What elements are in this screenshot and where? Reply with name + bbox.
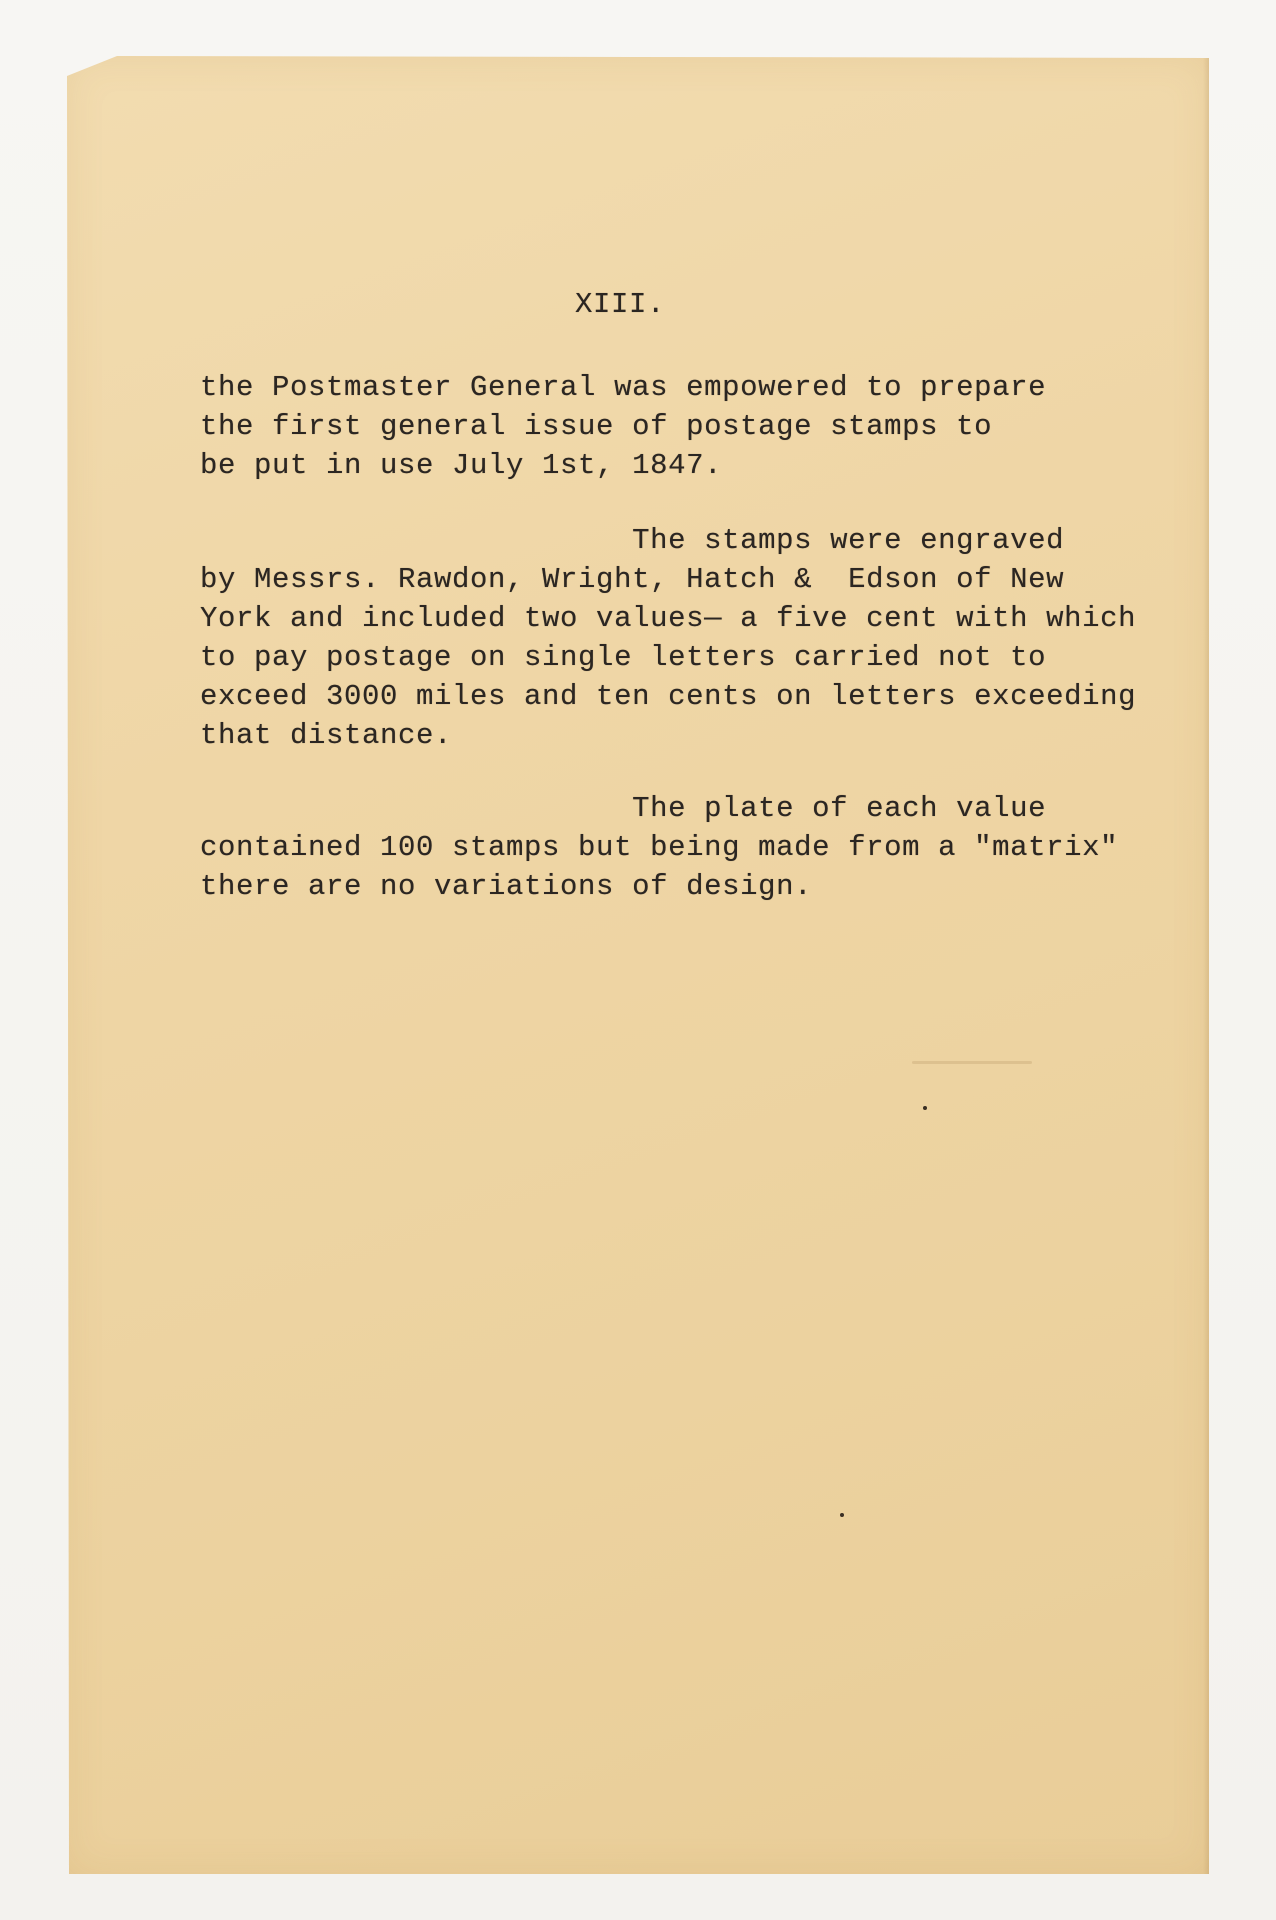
text-line: contained 100 stamps but being made from a "matrix" xyxy=(200,831,1119,864)
text-line: the first general issue of postage stamps to xyxy=(200,410,993,443)
paragraph-plate xyxy=(200,789,1118,906)
text-line: to pay postage on single letters carried not to xyxy=(200,641,1047,674)
text-line: there are no variations of design. xyxy=(200,870,813,903)
ink-speck xyxy=(923,1106,927,1110)
text-line: York and included two values— a five cent with which xyxy=(200,602,1137,635)
text-line: the Postmaster General was empowered to prepare xyxy=(200,371,1047,404)
text-line: exceed 3000 miles and ten cents on letters exceeding xyxy=(200,680,1137,713)
ink-speck xyxy=(840,1513,844,1517)
paragraph-engravers xyxy=(200,521,1136,755)
text-line: The plate of each value xyxy=(200,792,1047,825)
page-heading: XIII. xyxy=(575,288,666,321)
text-line: The stamps were engraved xyxy=(200,524,1065,557)
paper-smudge xyxy=(912,1061,1032,1064)
text-line: be put in use July 1st, 1847. xyxy=(200,449,723,482)
paragraph-postmaster xyxy=(200,368,1046,485)
text-line: by Messrs. Rawdon, Wright, Hatch & Edson of New xyxy=(200,563,1065,596)
typewritten-page xyxy=(67,56,1209,1874)
text-line: that distance. xyxy=(200,719,453,752)
